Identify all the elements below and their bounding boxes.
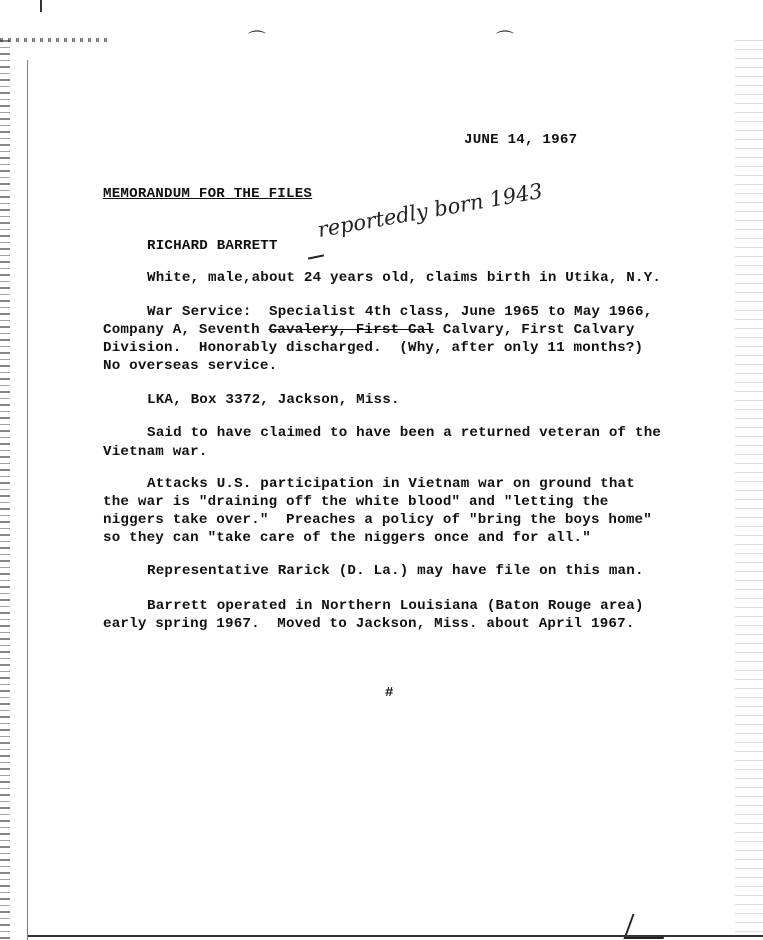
scan-right-noise [735,40,763,940]
handwritten-dash [308,254,324,259]
end-mark: # [385,685,394,701]
war-service-line-2 [103,321,635,339]
attacks-line-4: so they can "take care of the niggers once and for all." [103,530,591,546]
memo-line-white-male: White, male,about 24 years old, claims birth in Utika, N.Y. [147,270,662,286]
memo-heading: MEMORANDUM FOR THE FILES [103,186,313,202]
attacks-line-3: niggers take over." Preaches a policy of "bring the boys home" [103,512,652,528]
war-service-line-1: War Service: Specialist 4th class, June 1965 to May 1966, [147,304,653,320]
handwritten-note: reportedly born 1943 [315,178,545,242]
war-service-text: Calvary, First Calvary [434,322,635,338]
war-service-text: Company A, Seventh [103,322,269,338]
claimed-line-1: Said to have claimed to have been a returned veteran of the [147,425,662,441]
punch-mark-icon: ⌒ [496,30,514,51]
attacks-line-1: Attacks U.S. participation in Vietnam war on ground that [147,476,635,492]
memo-rarick: Representative Rarick (D. La.) may have file on this man. [147,563,644,579]
attacks-line-2: the war is "draining off the white blood" and "letting the [103,494,609,510]
memo-lka: LKA, Box 3372, Jackson, Miss. [147,392,400,408]
memo-subject: RICHARD BARRETT [147,238,278,254]
scan-top-tick [40,0,42,12]
operated-line-1: Barrett operated in Northern Louisiana (Baton Rouge area) [147,598,644,614]
war-service-line-3: Division. Honorably discharged. (Why, after only 11 months?) [103,340,644,356]
scan-bottom-edge [28,935,763,937]
scan-left-edge [0,40,10,940]
struck-text: Cavalery, First Cal [268,322,435,338]
scan-margin-line [27,60,28,940]
claimed-line-2: Vietnam war. [103,444,208,460]
scan-top-noise [0,38,110,42]
operated-line-2: early spring 1967. Moved to Jackson, Miss. about April 1967. [103,616,635,632]
memo-date: JUNE 14, 1967 [464,132,578,148]
punch-mark-icon: ⌒ [248,30,266,51]
war-service-line-4: No overseas service. [103,358,278,374]
